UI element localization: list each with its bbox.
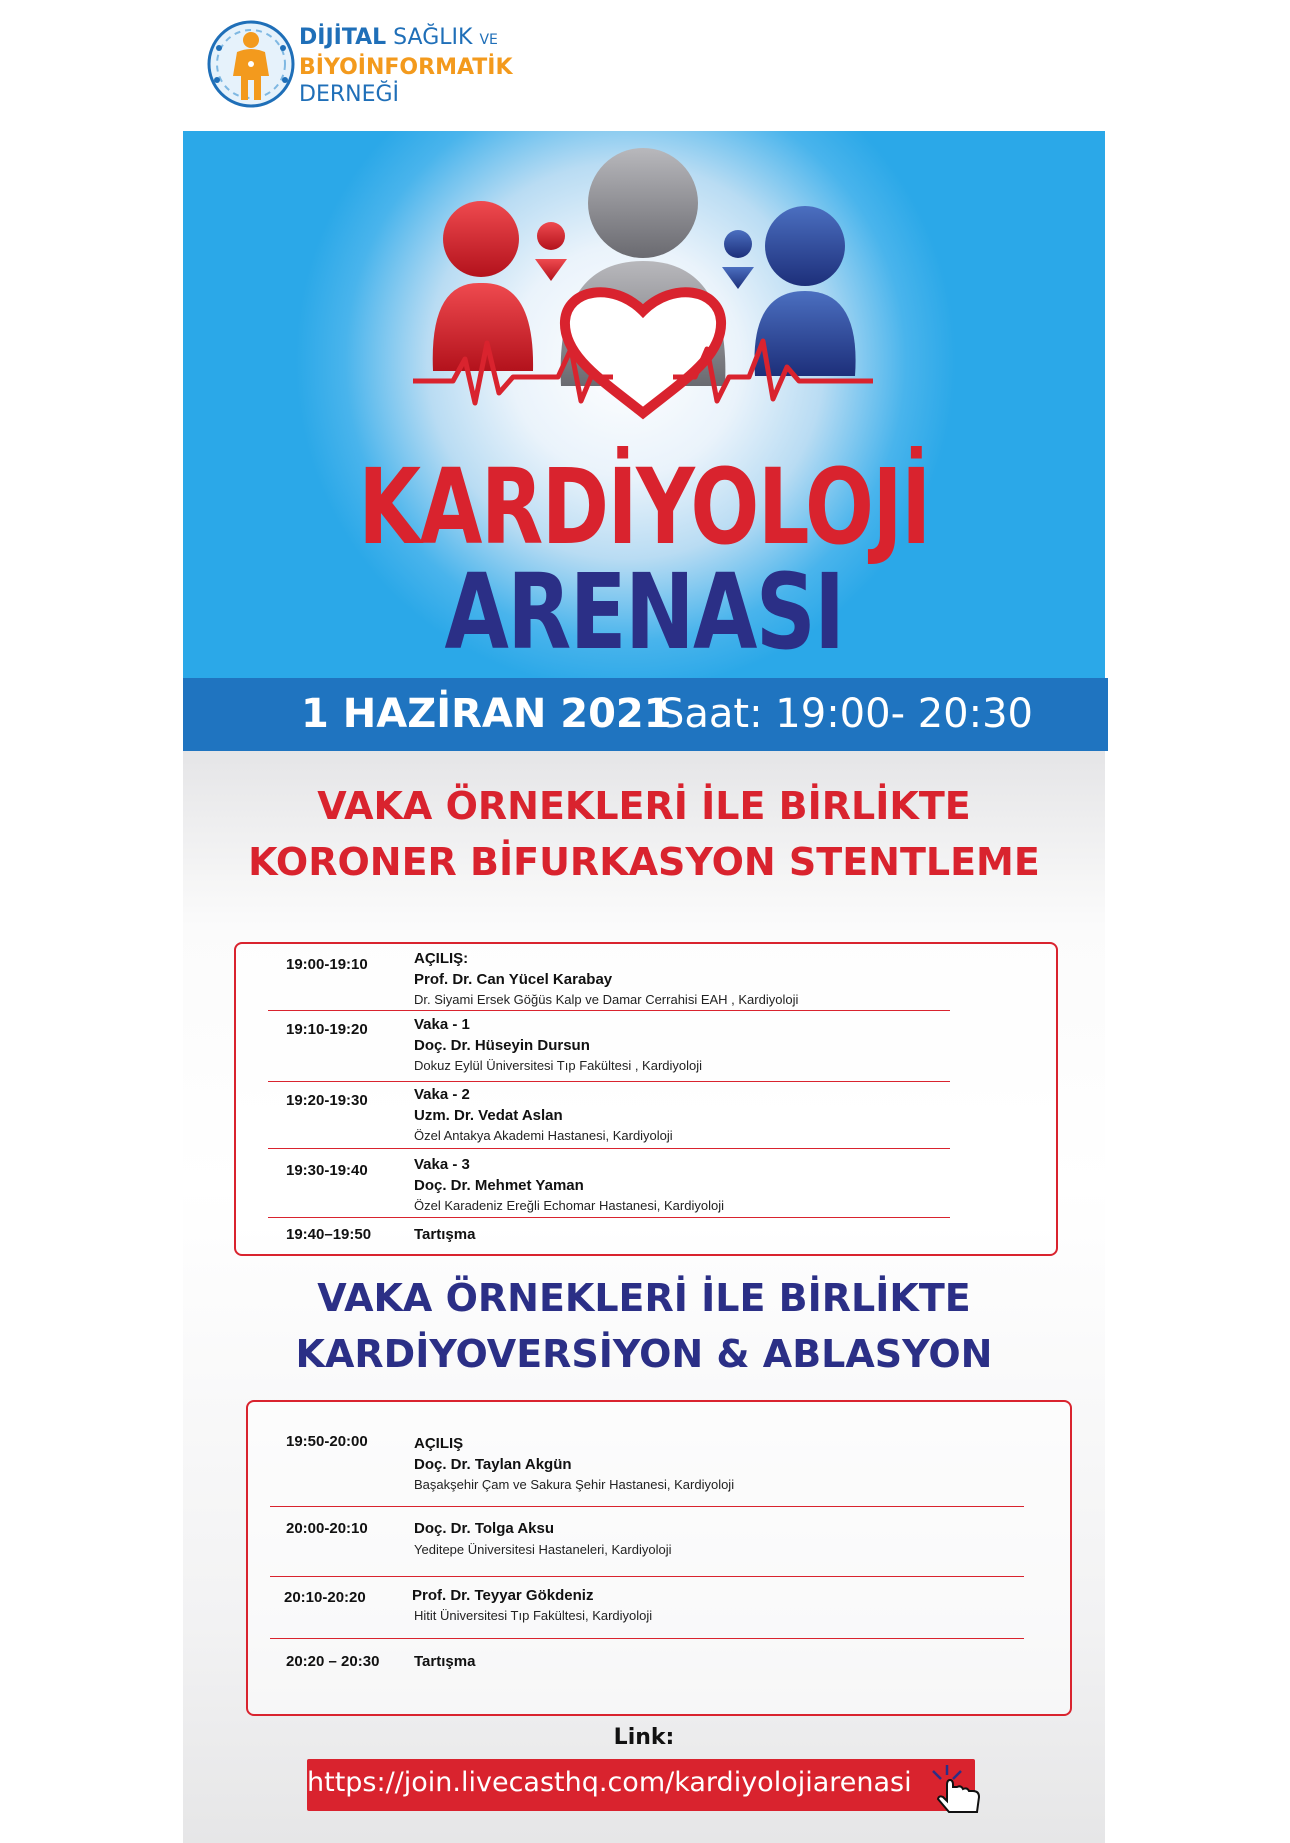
speaker-institution: Özel Antakya Akademi Hastanesi, Kardiyoloji — [414, 1128, 673, 1143]
row-divider — [270, 1576, 1024, 1577]
speaker-institution: Başakşehir Çam ve Sakura Şehir Hastanesi, Kardiyoloji — [414, 1477, 735, 1492]
speaker-institution: Dr. Siyami Ersek Göğüs Kalp ve Damar Cerrahisi EAH , Kardiyoloji — [414, 992, 799, 1007]
schedule-label: Vaka - 2 — [414, 1086, 470, 1103]
speaker-name: Prof. Dr. Can Yücel Karabay — [414, 971, 613, 988]
schedule-time: 20:10-20:20 — [284, 1589, 366, 1606]
logo-word-dernegi: DERNEĞİ — [299, 82, 400, 107]
row-divider — [270, 1638, 1024, 1639]
speaker-name: Doç. Dr. Hüseyin Dursun — [414, 1037, 590, 1054]
link-label: Link: — [613, 1725, 675, 1750]
human-body-icon — [207, 18, 295, 110]
speaker-institution: Dokuz Eylül Üniversitesi Tıp Fakültesi , Kardiyoloji — [414, 1058, 703, 1073]
speaker-name: Prof. Dr. Teyyar Gökdeniz — [412, 1587, 594, 1604]
schedule-time: 20:20 – 20:30 — [286, 1653, 380, 1670]
schedule-time: 19:00-19:10 — [286, 956, 368, 973]
event-date: 1 HAZİRAN 2021 — [301, 691, 672, 737]
schedule-label: Vaka - 3 — [414, 1156, 470, 1173]
schedule-label: Tartışma — [414, 1226, 476, 1243]
row-divider — [268, 1148, 950, 1149]
join-link-url[interactable]: https://join.livecasthq.com/kardiyolojiarenasi — [307, 1767, 912, 1798]
row-divider — [270, 1506, 1024, 1507]
speaker-institution: Yeditepe Üniversitesi Hastaneleri, Kardiyoloji — [414, 1542, 672, 1557]
schedule-label: Vaka - 1 — [414, 1016, 470, 1033]
speaker-institution: Özel Karadeniz Ereğli Echomar Hastanesi, Kardiyoloji — [414, 1198, 724, 1213]
gray-person-head — [588, 148, 698, 258]
heart-icon — [565, 292, 721, 413]
schedule-label: Tartışma — [414, 1653, 476, 1670]
blue-person-head — [765, 206, 845, 286]
schedule-time: 19:30-19:40 — [286, 1162, 368, 1179]
hero-banner — [183, 131, 1105, 678]
section1-title — [183, 778, 1105, 890]
section2-title — [183, 1270, 1105, 1382]
schedule-time: 19:20-19:30 — [286, 1092, 368, 1109]
logo-word-dijital: DİJİTAL — [299, 25, 387, 50]
row-divider — [268, 1217, 950, 1218]
schedule-time: 19:50-20:00 — [286, 1433, 368, 1450]
schedule-label: AÇILIŞ — [414, 1435, 464, 1452]
blue-person-body — [754, 291, 855, 376]
schedule-label: AÇILIŞ: — [414, 950, 469, 967]
row-divider — [268, 1081, 950, 1082]
schedule-time: 20:00-20:10 — [286, 1520, 368, 1537]
schedule-time: 19:10-19:20 — [286, 1021, 368, 1038]
section1-schedule — [234, 942, 1058, 1256]
speaker-name: Doç. Dr. Tolga Aksu — [414, 1520, 555, 1537]
pointer-hand-icon — [925, 1765, 991, 1813]
section2-schedule — [246, 1400, 1072, 1716]
date-banner — [183, 678, 1108, 751]
logo-word-biyoinformatik: BİYOİNFORMATİK — [299, 55, 513, 80]
section1-title-line2: KORONER BİFURKASYON STENTLEME — [248, 840, 1040, 884]
association-logo — [207, 18, 627, 118]
speaker-name: Doç. Dr. Taylan Akgün — [414, 1456, 572, 1473]
speaker-name: Doç. Dr. Mehmet Yaman — [414, 1177, 584, 1194]
section2-title-line1: VAKA ÖRNEKLERİ İLE BİRLİKTE — [317, 1276, 971, 1320]
schedule-time: 19:40–19:50 — [286, 1226, 372, 1243]
red-person-head — [443, 201, 519, 277]
section2-title-line2: KARDİYOVERSİYON & ABLASYON — [295, 1332, 993, 1376]
join-link-button[interactable] — [307, 1759, 975, 1811]
logo-word-saglik: SAĞLIK — [393, 25, 473, 50]
row-divider — [268, 1010, 950, 1011]
speaker-name: Uzm. Dr. Vedat Aslan — [414, 1107, 563, 1124]
section1-title-line1: VAKA ÖRNEKLERİ İLE BİRLİKTE — [317, 784, 971, 828]
speaker-institution: Hitit Üniversitesi Tıp Fakültesi, Kardiyoloji — [414, 1608, 653, 1623]
event-time: Saat: 19:00- 20:30 — [659, 691, 1033, 737]
event-title-line1: KARDİYOLOJİ — [358, 446, 930, 568]
event-title-line2: ARENASI — [444, 551, 844, 673]
people-heart-illustration — [183, 131, 1105, 451]
logo-word-ve: VE — [479, 32, 498, 48]
